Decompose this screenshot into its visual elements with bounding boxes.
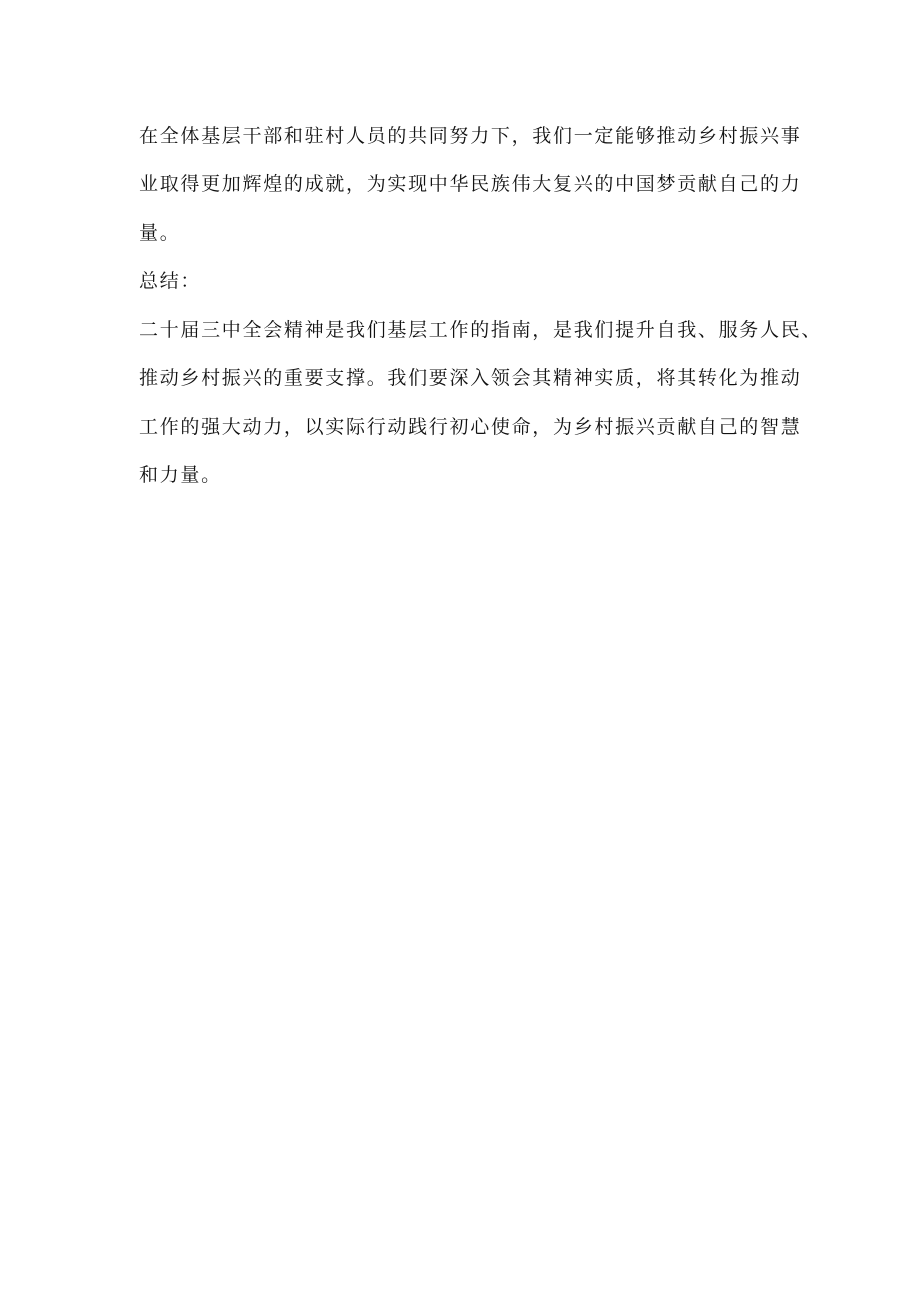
paragraph-1-line-3: 量。 bbox=[139, 222, 181, 244]
paragraph-2-line-1: 二十届三中全会精神是我们基层工作的指南，是我们提升自我、服务人民、 bbox=[139, 319, 823, 341]
paragraph-1-line-2: 业取得更加辉煌的成就，为实现中华民族伟大复兴的中国梦贡献自己的力 bbox=[139, 173, 802, 195]
paragraph-2-line-2: 推动乡村振兴的重要支撑。我们要深入领会其精神实质，将其转化为推动 bbox=[139, 367, 802, 389]
paragraph-2-line-3: 工作的强大动力，以实际行动践行初心使命，为乡村振兴贡献自己的智慧 bbox=[139, 416, 802, 438]
summary-heading: 总结： bbox=[139, 270, 202, 292]
paragraph-2-line-4: 和力量。 bbox=[139, 464, 222, 486]
paragraph-1-line-1: 在全体基层干部和驻村人员的共同努力下，我们一定能够推动乡村振兴事 bbox=[139, 125, 802, 147]
